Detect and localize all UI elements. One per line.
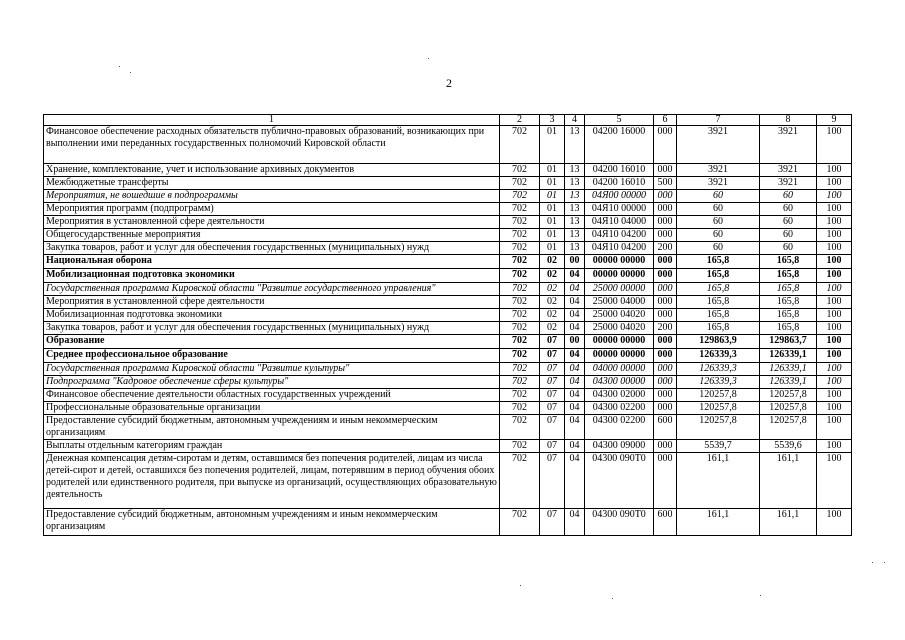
- section-cell: 07: [540, 440, 565, 453]
- expense-type-cell: 000: [654, 283, 677, 296]
- actual-cell: 165,8: [760, 309, 817, 322]
- section-cell: 01: [540, 126, 565, 164]
- percent-cell: 100: [817, 216, 852, 229]
- subsection-cell: 13: [565, 242, 585, 255]
- section-cell: 01: [540, 229, 565, 242]
- name-cell: Межбюджетные трансферты: [44, 177, 500, 190]
- target-item-cell: 04200 16010: [585, 164, 654, 177]
- section-cell: 01: [540, 190, 565, 203]
- actual-cell: 3921: [760, 126, 817, 164]
- actual-cell: 126339,1: [760, 376, 817, 389]
- subsection-cell: 04: [565, 440, 585, 453]
- admin-code-cell: 702: [500, 126, 540, 164]
- page-number: 2: [446, 76, 452, 90]
- actual-cell: 3921: [760, 164, 817, 177]
- admin-code-cell: 702: [500, 309, 540, 322]
- subsection-cell: 04: [565, 349, 585, 363]
- plan-cell: 5539,7: [677, 440, 760, 453]
- plan-cell: 120257,8: [677, 415, 760, 440]
- subsection-cell: 00: [565, 335, 585, 349]
- subsection-cell: 13: [565, 126, 585, 164]
- header-cell: 3: [540, 115, 565, 126]
- admin-code-cell: 702: [500, 335, 540, 349]
- section-cell: 02: [540, 296, 565, 309]
- table-row: [44, 242, 852, 255]
- target-item-cell: 25000 04000: [585, 296, 654, 309]
- actual-cell: 60: [760, 229, 817, 242]
- table-row: [44, 269, 852, 283]
- expense-type-cell: 000: [654, 269, 677, 283]
- target-item-cell: 00000 00000: [585, 269, 654, 283]
- target-item-cell: 04Я10 00000: [585, 203, 654, 216]
- actual-cell: 126339,1: [760, 363, 817, 376]
- header-cell: 8: [760, 115, 817, 126]
- name-cell: Государственная программа Кировской области "Развитие государственного управления": [44, 283, 500, 296]
- target-item-cell: 00000 00000: [585, 349, 654, 363]
- scan-speck: [884, 562, 885, 563]
- admin-code-cell: 702: [500, 255, 540, 269]
- percent-cell: 100: [817, 440, 852, 453]
- percent-cell: 100: [817, 389, 852, 402]
- expense-type-cell: 200: [654, 242, 677, 255]
- table-row: [44, 283, 852, 296]
- table-row: [44, 349, 852, 363]
- admin-code-cell: 702: [500, 164, 540, 177]
- actual-cell: 165,8: [760, 283, 817, 296]
- section-cell: 07: [540, 349, 565, 363]
- admin-code-cell: 702: [500, 415, 540, 440]
- section-cell: 01: [540, 164, 565, 177]
- section-cell: 01: [540, 216, 565, 229]
- plan-cell: 129863,9: [677, 335, 760, 349]
- name-cell: Мероприятия в установленной сфере деятельности: [44, 216, 500, 229]
- expense-type-cell: 600: [654, 415, 677, 440]
- actual-cell: 165,8: [760, 322, 817, 335]
- table-row: [44, 296, 852, 309]
- target-item-cell: 04Я10 04200: [585, 242, 654, 255]
- name-cell: Профессиональные образовательные организации: [44, 402, 500, 415]
- name-cell: Закупка товаров, работ и услуг для обеспечения государственных (муниципальных) нужд: [44, 322, 500, 335]
- percent-cell: 100: [817, 509, 852, 536]
- admin-code-cell: 702: [500, 389, 540, 402]
- table-row: [44, 509, 852, 536]
- percent-cell: 100: [817, 164, 852, 177]
- budget-table: [43, 114, 852, 536]
- subsection-cell: 04: [565, 296, 585, 309]
- subsection-cell: 04: [565, 309, 585, 322]
- target-item-cell: 04200 16000: [585, 126, 654, 164]
- table-row: [44, 229, 852, 242]
- actual-cell: 165,8: [760, 255, 817, 269]
- section-cell: 01: [540, 242, 565, 255]
- table-row: [44, 402, 852, 415]
- header-cell: 9: [817, 115, 852, 126]
- percent-cell: 100: [817, 309, 852, 322]
- table-row: [44, 363, 852, 376]
- subsection-cell: 04: [565, 283, 585, 296]
- subsection-cell: 13: [565, 190, 585, 203]
- admin-code-cell: 702: [500, 190, 540, 203]
- section-cell: 01: [540, 177, 565, 190]
- percent-cell: 100: [817, 229, 852, 242]
- table-row: [44, 376, 852, 389]
- plan-cell: 165,8: [677, 269, 760, 283]
- admin-code-cell: 702: [500, 349, 540, 363]
- target-item-cell: 04000 00000: [585, 363, 654, 376]
- name-cell: Мероприятия программ (подпрограмм): [44, 203, 500, 216]
- name-cell: Мобилизационная подготовка экономики: [44, 269, 500, 283]
- plan-cell: 120257,8: [677, 402, 760, 415]
- actual-cell: 120257,8: [760, 389, 817, 402]
- section-cell: 02: [540, 269, 565, 283]
- plan-cell: 126339,3: [677, 349, 760, 363]
- expense-type-cell: 000: [654, 453, 677, 509]
- section-cell: 07: [540, 402, 565, 415]
- percent-cell: 100: [817, 402, 852, 415]
- percent-cell: 100: [817, 126, 852, 164]
- header-cell: 1: [44, 115, 500, 126]
- plan-cell: 165,8: [677, 296, 760, 309]
- subsection-cell: 04: [565, 402, 585, 415]
- subsection-cell: 13: [565, 229, 585, 242]
- actual-cell: 161,1: [760, 453, 817, 509]
- subsection-cell: 04: [565, 269, 585, 283]
- target-item-cell: 04300 02200: [585, 415, 654, 440]
- section-cell: 07: [540, 453, 565, 509]
- plan-cell: 165,8: [677, 283, 760, 296]
- subsection-cell: 04: [565, 322, 585, 335]
- percent-cell: 100: [817, 255, 852, 269]
- expense-type-cell: 000: [654, 440, 677, 453]
- percent-cell: 100: [817, 376, 852, 389]
- actual-cell: 129863,7: [760, 335, 817, 349]
- scan-speck: [428, 58, 429, 59]
- table-row: [44, 177, 852, 190]
- target-item-cell: 25000 04020: [585, 322, 654, 335]
- name-cell: Денежная компенсация детям-сиротам и детям, оставшимся без попечения родителей, лицам из числа детей-сирот и детей, оставшихся без попечения родителей, лицам, потерявшим в период обучения обоих родителей или единственного родителя, при выпуске из организаций, осуществляющих образовательную деятельность: [44, 453, 500, 509]
- expense-type-cell: 500: [654, 177, 677, 190]
- target-item-cell: 04300 02200: [585, 402, 654, 415]
- target-item-cell: 25000 00000: [585, 283, 654, 296]
- name-cell: Среднее профессиональное образование: [44, 349, 500, 363]
- subsection-cell: 00: [565, 255, 585, 269]
- plan-cell: 60: [677, 190, 760, 203]
- scan-speck: [130, 72, 131, 73]
- expense-type-cell: 000: [654, 190, 677, 203]
- actual-cell: 126339,1: [760, 349, 817, 363]
- name-cell: Предоставление субсидий бюджетным, автономным учреждениям и иным некоммерческим организациям: [44, 415, 500, 440]
- name-cell: Хранение, комплектование, учет и использование архивных документов: [44, 164, 500, 177]
- admin-code-cell: 702: [500, 322, 540, 335]
- plan-cell: 120257,8: [677, 389, 760, 402]
- subsection-cell: 04: [565, 376, 585, 389]
- plan-cell: 126339,3: [677, 376, 760, 389]
- percent-cell: 100: [817, 296, 852, 309]
- actual-cell: 165,8: [760, 269, 817, 283]
- expense-type-cell: 000: [654, 126, 677, 164]
- admin-code-cell: 702: [500, 177, 540, 190]
- target-item-cell: 04Я00 00000: [585, 190, 654, 203]
- actual-cell: 165,8: [760, 296, 817, 309]
- expense-type-cell: 000: [654, 296, 677, 309]
- expense-type-cell: 000: [654, 216, 677, 229]
- target-item-cell: 04300 02000: [585, 389, 654, 402]
- target-item-cell: 04200 16010: [585, 177, 654, 190]
- actual-cell: 120257,8: [760, 415, 817, 440]
- subsection-cell: 13: [565, 203, 585, 216]
- plan-cell: 60: [677, 229, 760, 242]
- plan-cell: 165,8: [677, 255, 760, 269]
- plan-cell: 60: [677, 216, 760, 229]
- admin-code-cell: 702: [500, 216, 540, 229]
- plan-cell: 161,1: [677, 509, 760, 536]
- actual-cell: 60: [760, 203, 817, 216]
- admin-code-cell: 702: [500, 376, 540, 389]
- admin-code-cell: 702: [500, 203, 540, 216]
- table-row: [44, 440, 852, 453]
- section-cell: 02: [540, 309, 565, 322]
- percent-cell: 100: [817, 203, 852, 216]
- actual-cell: 161,1: [760, 509, 817, 536]
- target-item-cell: 04300 090Т0: [585, 509, 654, 536]
- percent-cell: 100: [817, 453, 852, 509]
- percent-cell: 100: [817, 415, 852, 440]
- plan-cell: 165,8: [677, 309, 760, 322]
- admin-code-cell: 702: [500, 440, 540, 453]
- plan-cell: 3921: [677, 164, 760, 177]
- scan-speck: [872, 562, 873, 563]
- name-cell: Закупка товаров, работ и услуг для обеспечения государственных (муниципальных) нужд: [44, 242, 500, 255]
- plan-cell: 126339,3: [677, 363, 760, 376]
- header-row: [44, 115, 852, 126]
- percent-cell: 100: [817, 322, 852, 335]
- scan-speck: [612, 598, 613, 599]
- expense-type-cell: 000: [654, 376, 677, 389]
- scan-speck: [520, 585, 521, 586]
- subsection-cell: 04: [565, 509, 585, 536]
- plan-cell: 60: [677, 203, 760, 216]
- target-item-cell: 04300 090Т0: [585, 453, 654, 509]
- plan-cell: 60: [677, 242, 760, 255]
- target-item-cell: 04Я10 04200: [585, 229, 654, 242]
- name-cell: Финансовое обеспечение расходных обязательств публично-правовых образований, возникающих при выполнении ими переданных государственных полномочий Кировской области: [44, 126, 500, 164]
- percent-cell: 100: [817, 335, 852, 349]
- target-item-cell: 04300 00000: [585, 376, 654, 389]
- section-cell: 02: [540, 322, 565, 335]
- expense-type-cell: 000: [654, 335, 677, 349]
- table-row: [44, 203, 852, 216]
- name-cell: Национальная оборона: [44, 255, 500, 269]
- name-cell: Государственная программа Кировской области "Развитие культуры": [44, 363, 500, 376]
- expense-type-cell: 000: [654, 164, 677, 177]
- scan-speck: [760, 595, 761, 596]
- plan-cell: 3921: [677, 177, 760, 190]
- subsection-cell: 04: [565, 453, 585, 509]
- expense-type-cell: 600: [654, 509, 677, 536]
- expense-type-cell: 000: [654, 309, 677, 322]
- target-item-cell: 04Я10 04000: [585, 216, 654, 229]
- table-row: [44, 322, 852, 335]
- table-row: [44, 126, 852, 164]
- table-row: [44, 164, 852, 177]
- percent-cell: 100: [817, 283, 852, 296]
- plan-cell: 165,8: [677, 322, 760, 335]
- name-cell: Мероприятия в установленной сфере деятельности: [44, 296, 500, 309]
- subsection-cell: 13: [565, 177, 585, 190]
- name-cell: Мобилизационная подготовка экономики: [44, 309, 500, 322]
- name-cell: Финансовое обеспечение деятельности областных государственных учреждений: [44, 389, 500, 402]
- table-row: [44, 190, 852, 203]
- section-cell: 07: [540, 363, 565, 376]
- subsection-cell: 13: [565, 164, 585, 177]
- actual-cell: 5539,6: [760, 440, 817, 453]
- expense-type-cell: 000: [654, 389, 677, 402]
- section-cell: 02: [540, 255, 565, 269]
- percent-cell: 100: [817, 190, 852, 203]
- admin-code-cell: 702: [500, 269, 540, 283]
- section-cell: 07: [540, 389, 565, 402]
- admin-code-cell: 702: [500, 242, 540, 255]
- subsection-cell: 13: [565, 216, 585, 229]
- target-item-cell: 25000 04020: [585, 309, 654, 322]
- percent-cell: 100: [817, 349, 852, 363]
- table-row: [44, 255, 852, 269]
- expense-type-cell: 000: [654, 363, 677, 376]
- expense-type-cell: 000: [654, 349, 677, 363]
- header-cell: 2: [500, 115, 540, 126]
- expense-type-cell: 000: [654, 255, 677, 269]
- table-row: [44, 415, 852, 440]
- admin-code-cell: 702: [500, 229, 540, 242]
- header-cell: 4: [565, 115, 585, 126]
- section-cell: 02: [540, 283, 565, 296]
- actual-cell: 60: [760, 216, 817, 229]
- table-row: [44, 216, 852, 229]
- name-cell: Подпрограмма "Кадровое обеспечение сферы культуры": [44, 376, 500, 389]
- name-cell: Предоставление субсидий бюджетным, автономным учреждениям и иным некоммерческим организациям: [44, 509, 500, 536]
- actual-cell: 60: [760, 242, 817, 255]
- target-item-cell: 00000 00000: [585, 335, 654, 349]
- plan-cell: 161,1: [677, 453, 760, 509]
- percent-cell: 100: [817, 242, 852, 255]
- table-row: [44, 453, 852, 509]
- scan-speck: [119, 66, 120, 67]
- header-cell: 7: [677, 115, 760, 126]
- expense-type-cell: 200: [654, 322, 677, 335]
- admin-code-cell: 702: [500, 453, 540, 509]
- header-cell: 5: [585, 115, 654, 126]
- name-cell: Образование: [44, 335, 500, 349]
- section-cell: 01: [540, 203, 565, 216]
- admin-code-cell: 702: [500, 509, 540, 536]
- name-cell: Выплаты отдельным категориям граждан: [44, 440, 500, 453]
- target-item-cell: 04300 09000: [585, 440, 654, 453]
- actual-cell: 60: [760, 190, 817, 203]
- expense-type-cell: 000: [654, 402, 677, 415]
- admin-code-cell: 702: [500, 402, 540, 415]
- expense-type-cell: 000: [654, 203, 677, 216]
- section-cell: 07: [540, 376, 565, 389]
- table-row: [44, 309, 852, 322]
- table-row: [44, 389, 852, 402]
- admin-code-cell: 702: [500, 363, 540, 376]
- section-cell: 07: [540, 509, 565, 536]
- percent-cell: 100: [817, 363, 852, 376]
- expense-type-cell: 000: [654, 229, 677, 242]
- target-item-cell: 00000 00000: [585, 255, 654, 269]
- table-row: [44, 335, 852, 349]
- name-cell: Мероприятия, не вошедшие в подпрограммы: [44, 190, 500, 203]
- subsection-cell: 04: [565, 415, 585, 440]
- header-cell: 6: [654, 115, 677, 126]
- percent-cell: 100: [817, 269, 852, 283]
- section-cell: 07: [540, 335, 565, 349]
- subsection-cell: 04: [565, 389, 585, 402]
- subsection-cell: 04: [565, 363, 585, 376]
- section-cell: 07: [540, 415, 565, 440]
- plan-cell: 3921: [677, 126, 760, 164]
- name-cell: Общегосударственные мероприятия: [44, 229, 500, 242]
- actual-cell: 120257,8: [760, 402, 817, 415]
- actual-cell: 3921: [760, 177, 817, 190]
- admin-code-cell: 702: [500, 296, 540, 309]
- percent-cell: 100: [817, 177, 852, 190]
- admin-code-cell: 702: [500, 283, 540, 296]
